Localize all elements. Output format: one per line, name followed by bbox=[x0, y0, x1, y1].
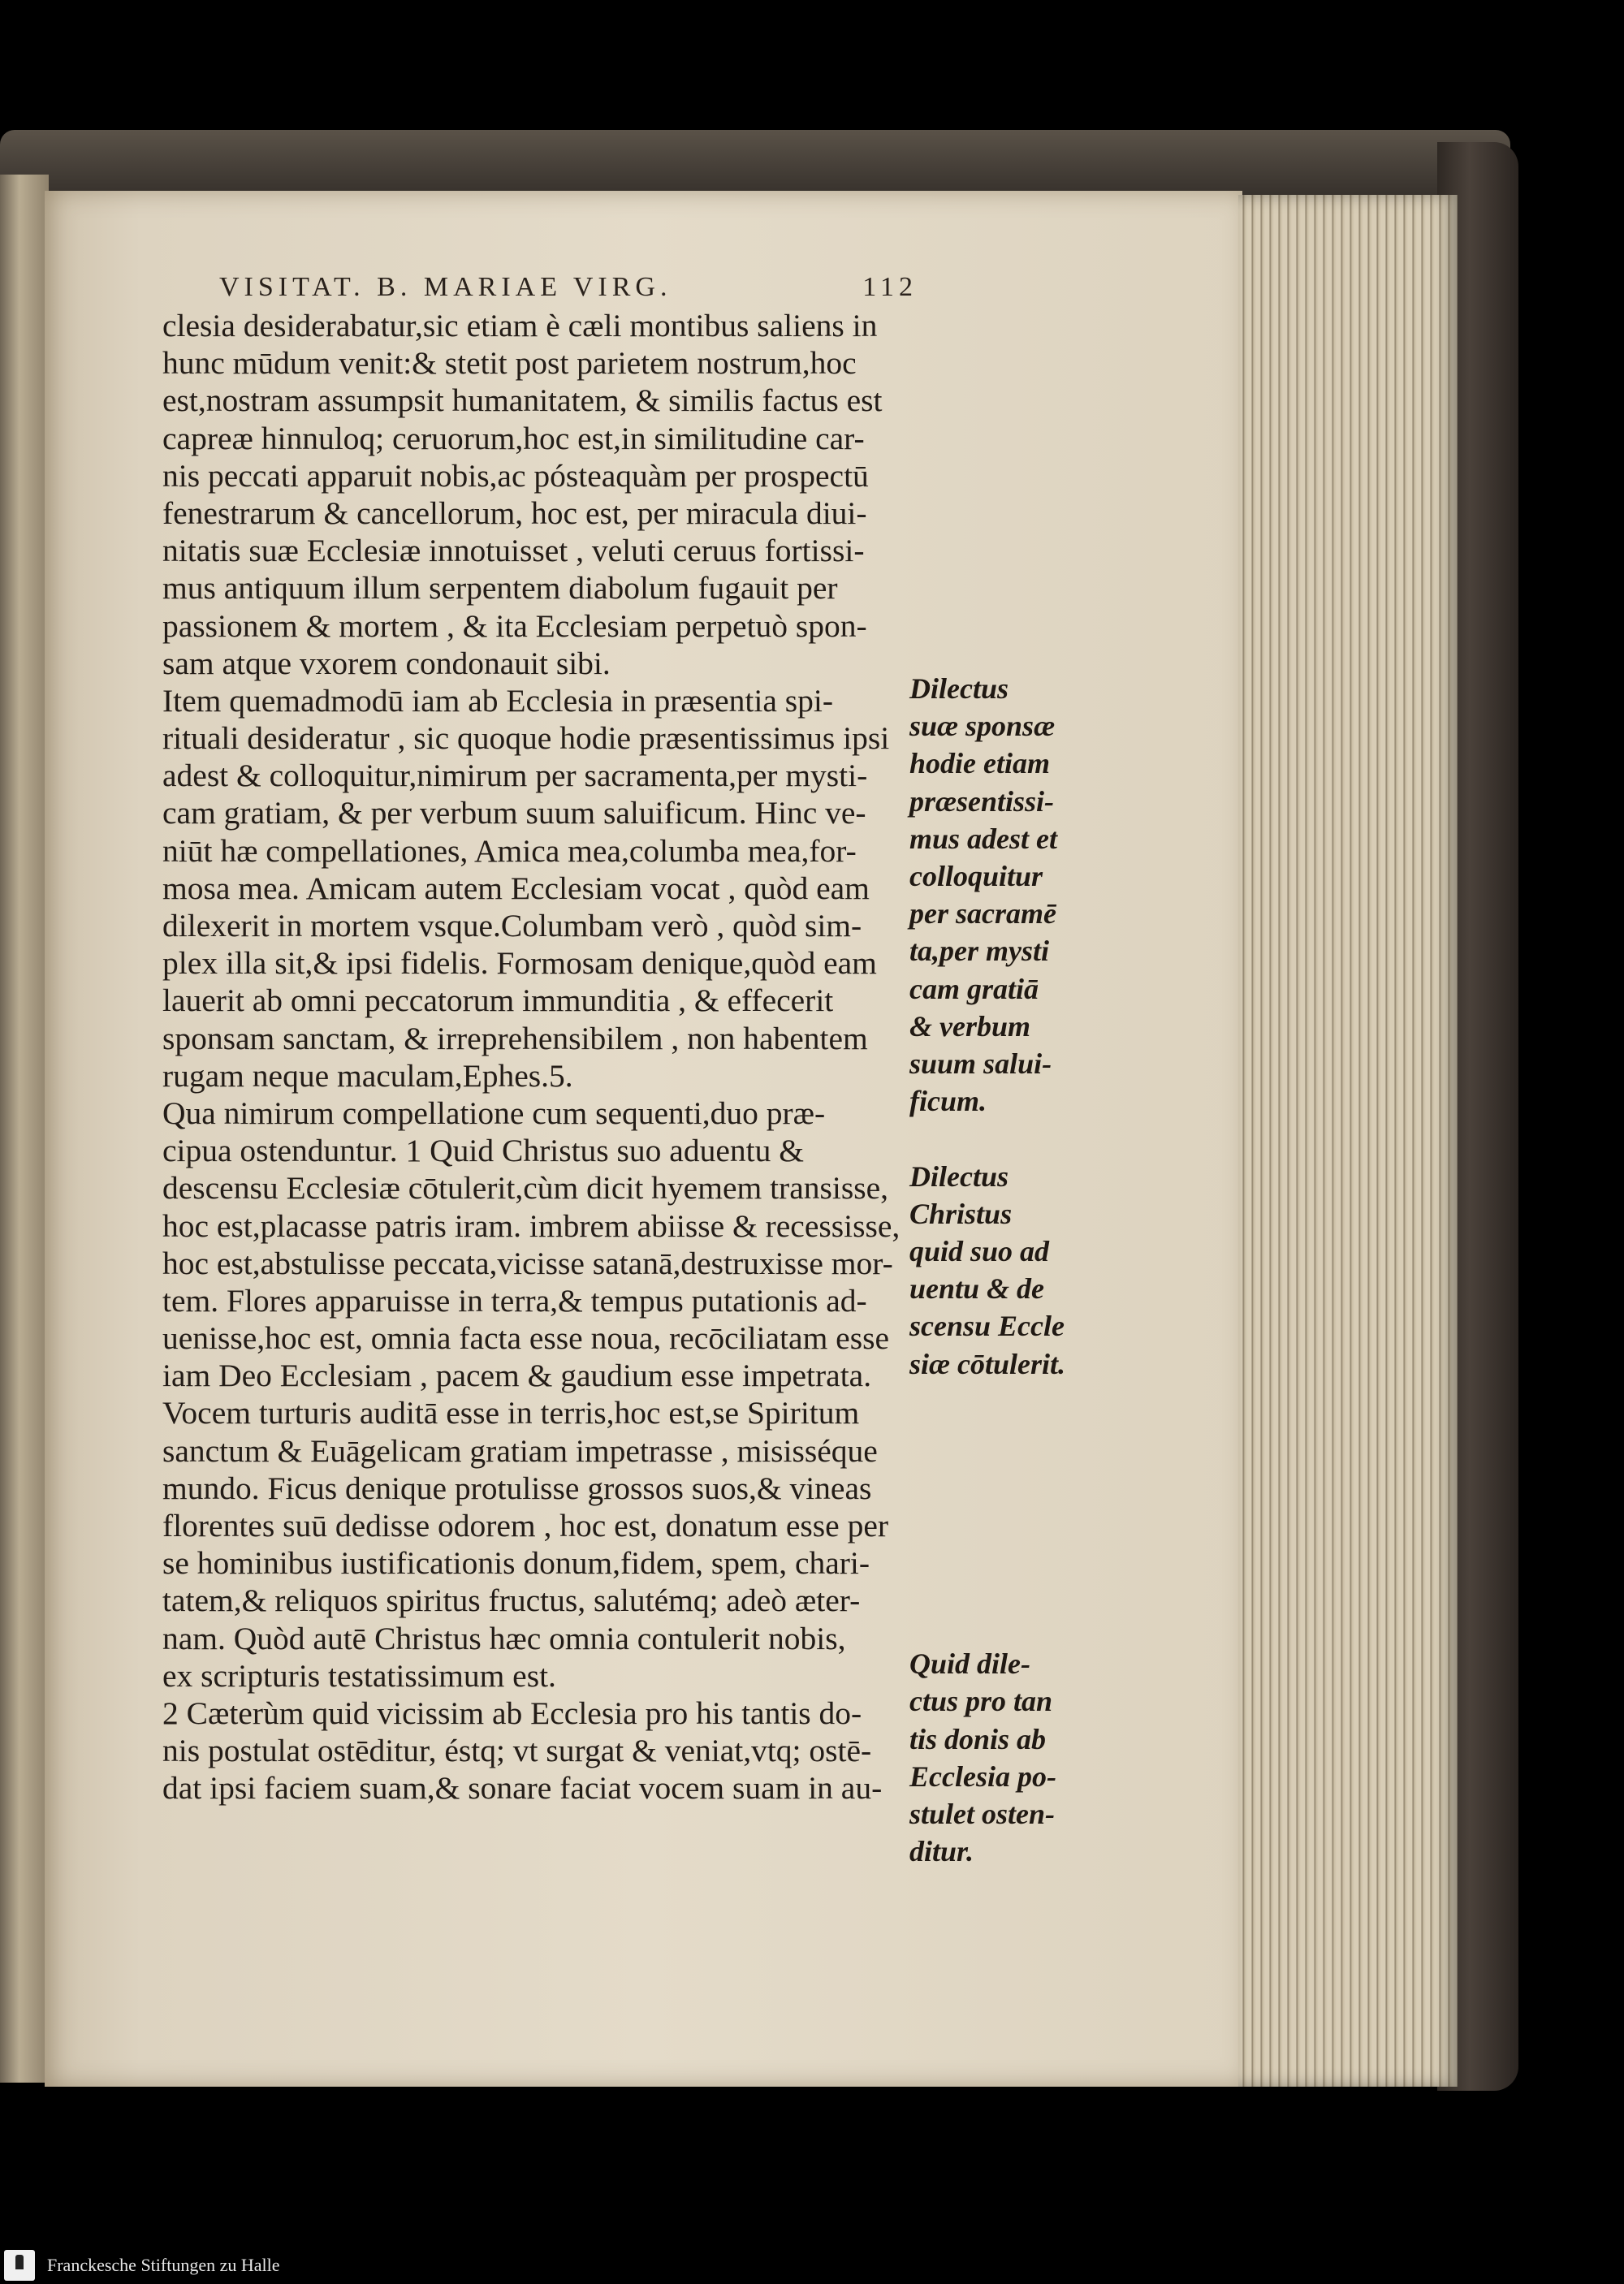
text-line: Item quemadmodū iam ab Ecclesia in præsentia spi- bbox=[162, 682, 833, 719]
margin-note-line: stulet osten- bbox=[909, 1797, 1056, 1830]
text-line: florentes suū dedisse odorem , hoc est, donatum esse per bbox=[162, 1508, 889, 1544]
page-fore-edge bbox=[1238, 195, 1458, 2087]
text-line: sponsam sanctam, & irreprehensibilem , non habentem bbox=[162, 1020, 868, 1056]
text-line: cipua ostenduntur. 1 Quid Christus suo aduentu & bbox=[162, 1133, 804, 1169]
text-line: est,nostram assumpsit humanitatem, & similis factus est bbox=[162, 382, 883, 419]
text-line: nam. Quòd autē Christus hæc omnia contulerit nobis, bbox=[162, 1620, 846, 1656]
margin-note-line: cam gratiā bbox=[909, 972, 1039, 1005]
margin-note-line: Ecclesia po- bbox=[909, 1759, 1056, 1793]
text-line: sanctum & Euāgelicam gratiam impetrasse , misisséque bbox=[162, 1432, 878, 1469]
text-line: adest & colloquitur,nimirum per sacramenta,per mysti- bbox=[162, 758, 868, 794]
margin-note-line: Dilectus bbox=[909, 672, 1009, 705]
text-line: dilexerit in mortem vsque.Columbam verò , quòd sim- bbox=[162, 908, 862, 943]
margin-note-line: Dilectus bbox=[909, 1159, 1009, 1193]
margin-note-line: ficum. bbox=[909, 1085, 987, 1118]
text-line: plex illa sit,& ipsi fidelis. Formosam denique,quòd eam bbox=[162, 945, 877, 982]
institution-name: Franckesche Stiftungen zu Halle bbox=[47, 2255, 280, 2275]
text-line: mosa mea. Amicam autem Ecclesiam vocat , quòd eam bbox=[162, 870, 870, 906]
margin-note-line: ctus pro tan bbox=[909, 1685, 1053, 1718]
margin-note-line: & verbum bbox=[909, 1009, 1030, 1043]
margin-note-line: Christus bbox=[909, 1197, 1013, 1230]
text-line: cam gratiam, & per verbum suum saluificum. Hinc ve- bbox=[162, 795, 866, 831]
margin-note-line: mus adest et bbox=[909, 822, 1058, 855]
margin-note-line: siæ cōtulerit. bbox=[909, 1347, 1066, 1380]
margin-note-line: quid suo ad bbox=[909, 1234, 1050, 1267]
text-line: hoc est,abstulisse peccata,vicisse satanā,destruxisse mor- bbox=[162, 1245, 893, 1281]
text-line: ex scripturis testatissimum est. bbox=[162, 1657, 556, 1694]
text-line: uenisse,hoc est, omnia facta esse noua, recōciliatam esse bbox=[162, 1320, 889, 1357]
margin-note-line: suum salui- bbox=[909, 1047, 1052, 1080]
text-line: mundo. Ficus denique protulisse grossos suos,& vineas bbox=[162, 1470, 872, 1506]
text-line: hoc est,placasse patris iram. imbrem abiisse & recessisse, bbox=[162, 1207, 901, 1244]
text-line: nitatis suæ Ecclesiæ innotuisset , veluti ceruus fortissi- bbox=[162, 533, 865, 569]
text-line: clesia desiderabatur,sic etiam è cæli montibus saliens in bbox=[162, 308, 878, 343]
main-text-block bbox=[162, 307, 909, 1807]
text-line: passionem & mortem , & ita Ecclesiam perpetuò spon- bbox=[162, 607, 867, 644]
text-line: mus antiquum illum serpentem diabolum fugauit per bbox=[162, 570, 838, 607]
text-line: dat ipsi faciem suam,& sonare faciat vocem suam in au- bbox=[162, 1770, 883, 1807]
margin-note-line: scensu Eccle bbox=[909, 1310, 1065, 1343]
text-line: iam Deo Ecclesiam , pacem & gaudium esse impetrata. bbox=[162, 1358, 872, 1394]
text-line: niūt hæ compellationes, Amica mea,columba mea,for- bbox=[162, 832, 857, 869]
text-line: nis postulat ostēditur, éstq; vt surgat & veniat,vtq; ostē- bbox=[162, 1733, 872, 1769]
margin-note-line: ditur. bbox=[909, 1835, 974, 1868]
text-line: Qua nimirum compellatione cum sequenti,duo præ- bbox=[162, 1095, 826, 1131]
left-page-edge bbox=[0, 175, 49, 2083]
text-line: Vocem turturis auditā esse in terris,hoc est,se Spiritum bbox=[162, 1395, 860, 1431]
margin-note bbox=[909, 1645, 1056, 1870]
margin-note bbox=[909, 1158, 1065, 1383]
margin-note-line: ta,per mysti bbox=[909, 935, 1049, 968]
running-title: VISITAT. B. MARIAE VIRG. bbox=[219, 272, 672, 302]
text-line: 2 Cæterùm quid vicissim ab Ecclesia pro his tantis do- bbox=[162, 1695, 862, 1731]
margin-note-line: hodie etiam bbox=[909, 747, 1050, 780]
footer-bar bbox=[0, 2243, 1624, 2284]
running-header bbox=[219, 272, 918, 303]
text-line: sam atque vxorem condonauit sibi. bbox=[162, 645, 611, 681]
margin-note-line: per sacramē bbox=[909, 897, 1056, 930]
text-line: tatem,& reliquos spiritus fructus, salutémq; adeò æter- bbox=[162, 1582, 861, 1619]
text-line: nis peccati apparuit nobis,ac pósteaquàm per prospectū bbox=[162, 457, 869, 494]
text-line: lauerit ab omni peccatorum immunditia , & effecerit bbox=[162, 982, 834, 1019]
margin-note-line: colloquitur bbox=[909, 859, 1043, 892]
text-line: tem. Flores apparuisse in terra,& tempus putationis ad- bbox=[162, 1282, 867, 1319]
margin-note bbox=[909, 670, 1057, 1120]
institution-logo-icon bbox=[4, 2250, 35, 2281]
text-line: se hominibus iustificationis donum,fidem, spem, chari- bbox=[162, 1545, 870, 1582]
page-number: 112 bbox=[862, 272, 918, 302]
margin-note-line: tis donis ab bbox=[909, 1722, 1047, 1755]
text-line: capreæ hinnuloq; ceruorum,hoc est,in similitudine car- bbox=[162, 420, 865, 456]
text-line: hunc mūdum venit:& stetit post parietem nostrum,hoc bbox=[162, 345, 857, 382]
margin-note-line: suæ sponsæ bbox=[909, 710, 1056, 743]
margin-note-line: uentu & de bbox=[909, 1272, 1045, 1306]
text-line: rugam neque maculam,Ephes.5. bbox=[162, 1057, 573, 1094]
text-line: fenestrarum & cancellorum, hoc est, per miracula diui- bbox=[162, 494, 867, 531]
margin-note-line: Quid dile- bbox=[909, 1647, 1030, 1681]
text-line: descensu Ecclesiæ cōtulerit,cùm dicit hyemem transisse, bbox=[162, 1170, 888, 1207]
margin-note-line: præsentissi- bbox=[909, 784, 1055, 818]
text-line: rituali desideratur , sic quoque hodie præsentissimus ipsi bbox=[162, 720, 890, 757]
